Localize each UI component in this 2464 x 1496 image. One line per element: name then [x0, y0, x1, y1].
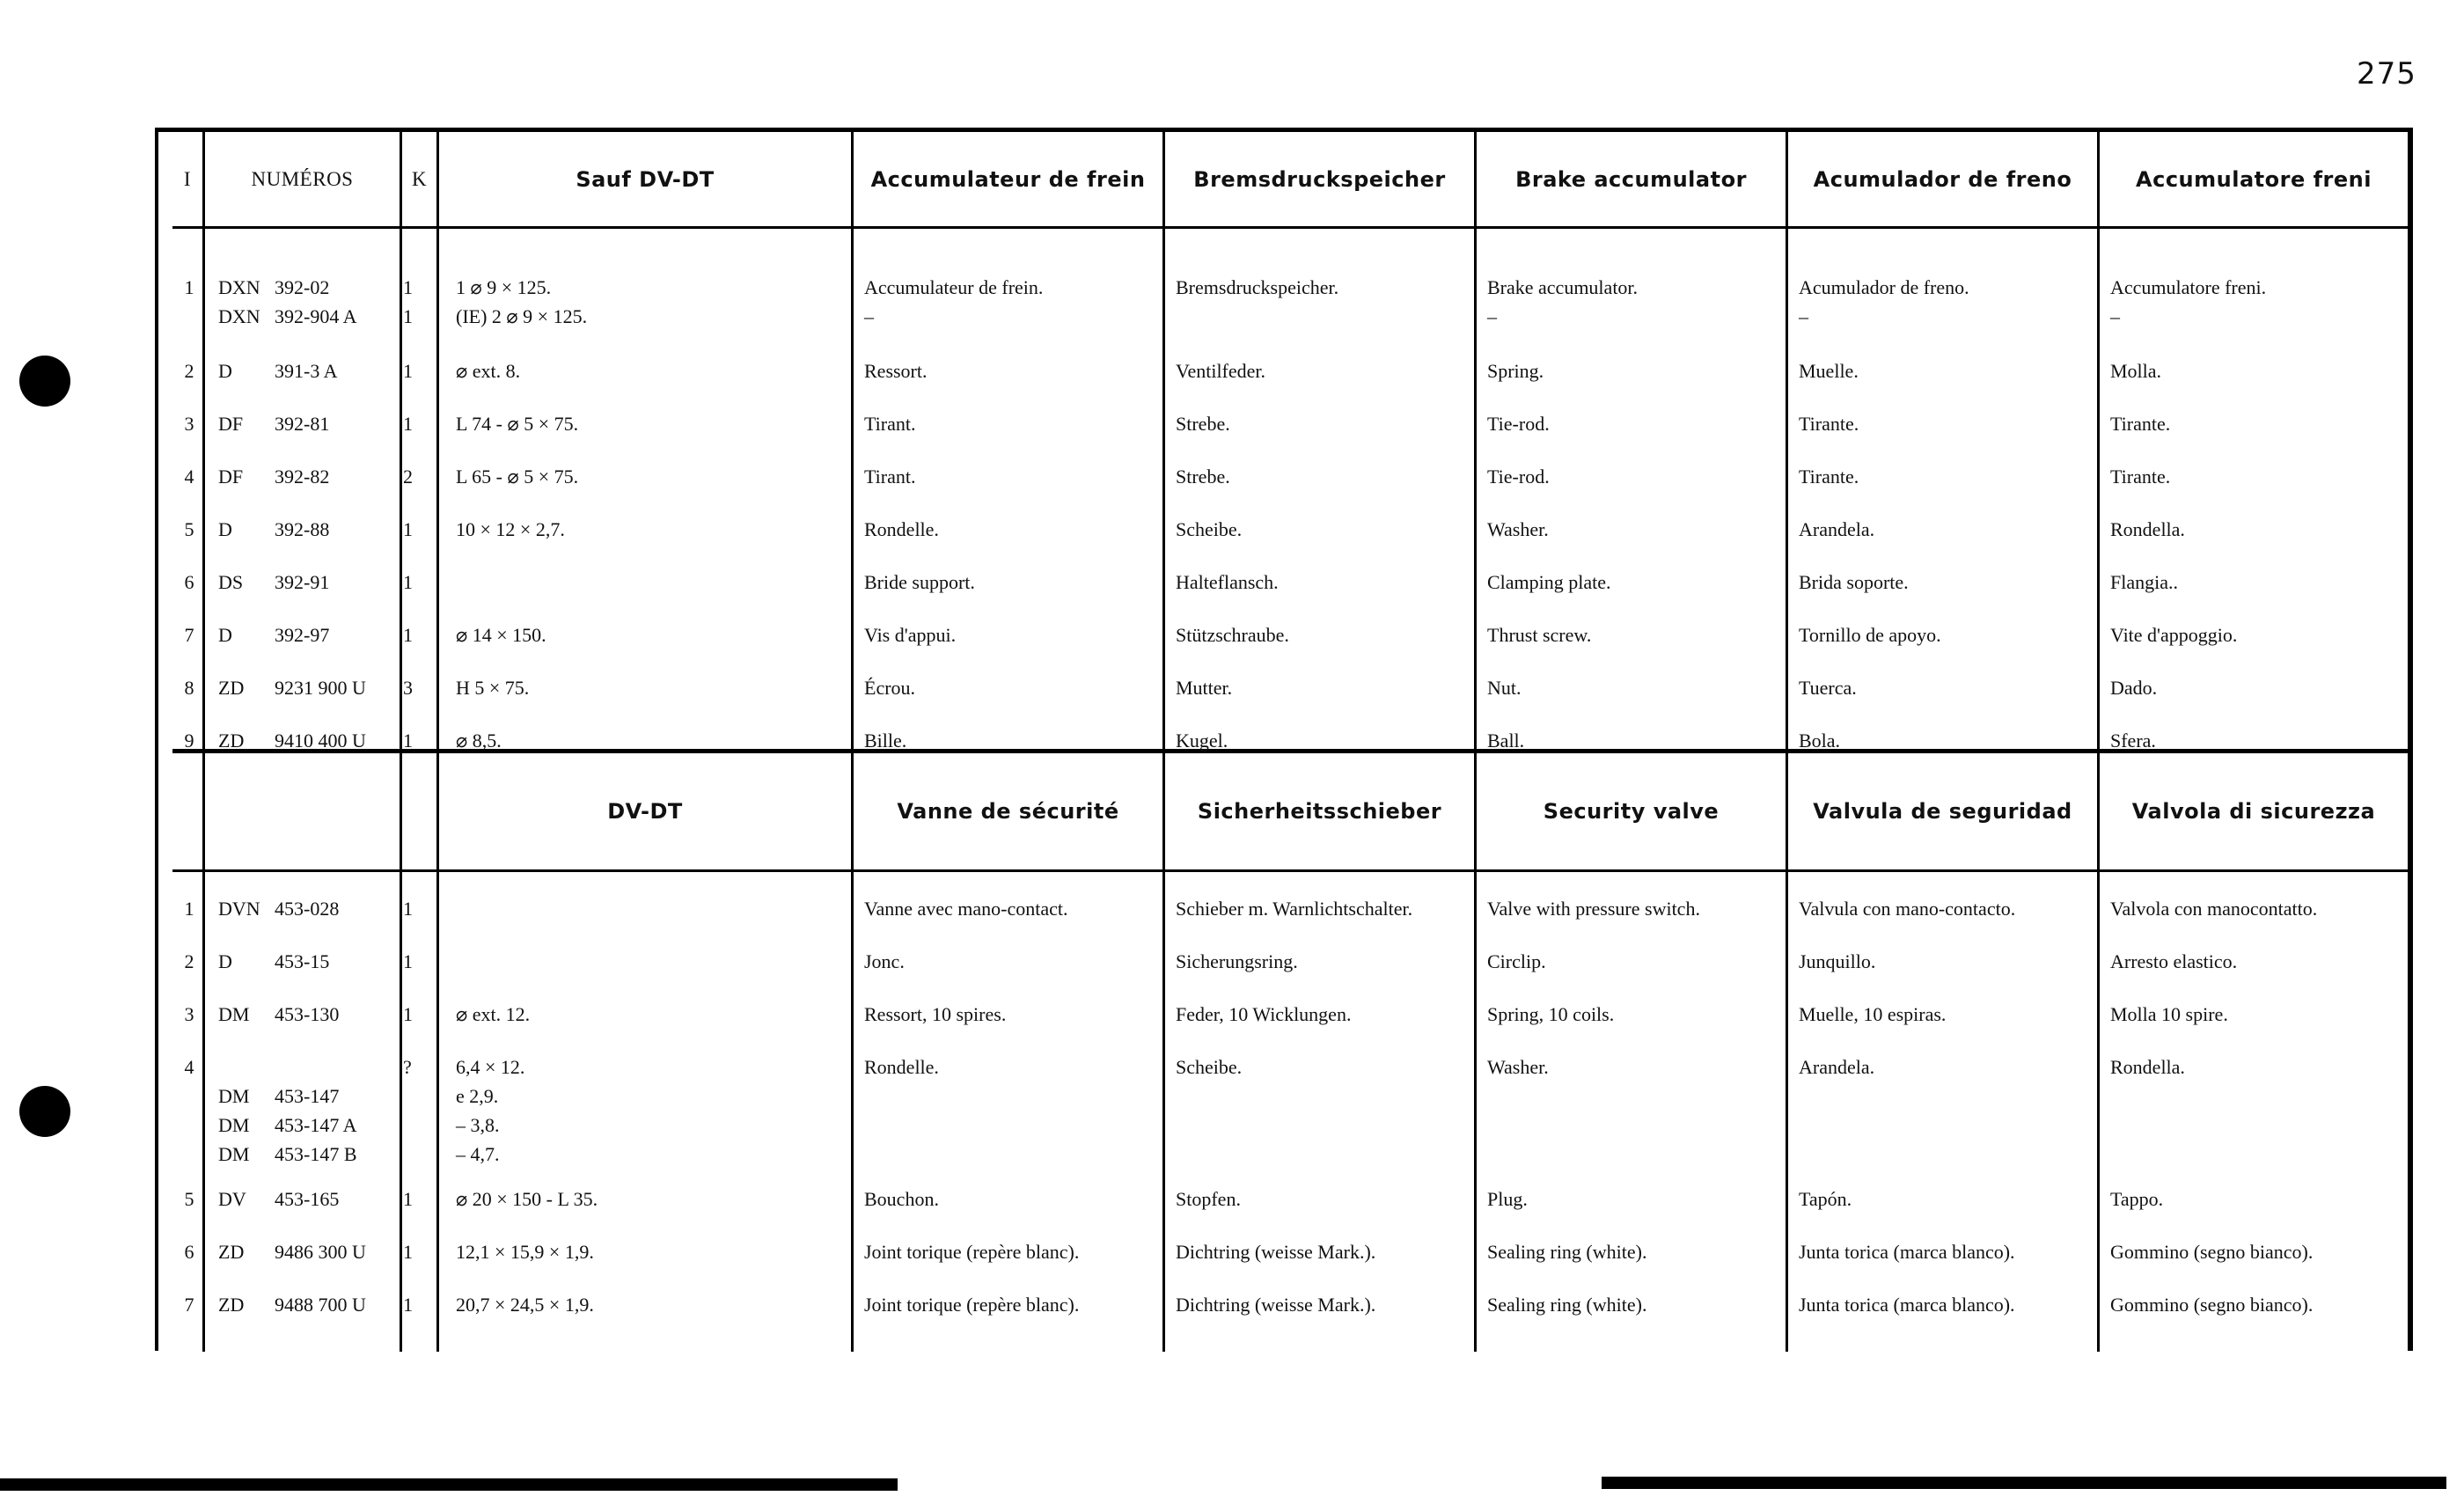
header-numeros: NUMÉROS [251, 167, 354, 190]
quantity: 1 [403, 305, 413, 327]
part-number [218, 1052, 275, 1082]
specification: 12,1 × 15,9 × 1,9. [456, 1241, 594, 1263]
quantity: 1 [403, 1294, 413, 1316]
table-row [172, 620, 2408, 649]
description-english: Brake accumulator. [1487, 276, 1639, 298]
description-english: Spring. [1487, 360, 1544, 382]
part-prefix: DXN [218, 305, 260, 327]
description-english: Nut. [1487, 677, 1522, 699]
part-code: 453-147 [275, 1085, 340, 1107]
part-code: 453-130 [275, 1003, 340, 1025]
part-code: 392-88 [275, 518, 330, 540]
description-german: Dichtring (weisse Mark.). [1176, 1294, 1376, 1316]
part-code: 392-82 [275, 466, 330, 488]
specification: ⌀ ext. 12. [456, 1003, 531, 1025]
part-prefix: DXN [218, 276, 260, 298]
part-prefix: ZD [218, 677, 245, 699]
part-code: 453-028 [275, 898, 340, 920]
row-index: 5 [184, 518, 194, 540]
specification: 20,7 × 24,5 × 1,9. [456, 1294, 594, 1316]
description-english: Tie-rod. [1487, 413, 1550, 435]
description-spanish: Muelle, 10 espiras. [1799, 1003, 1947, 1025]
header-k: K [411, 167, 428, 190]
description-italian: – [2110, 305, 2120, 327]
part-prefix: D [218, 360, 232, 382]
description-english: Ball. [1487, 730, 1525, 752]
quantity: 1 [403, 413, 413, 435]
part-code: 9410 400 U [275, 730, 366, 752]
part-code: 9488 700 U [275, 1294, 366, 1316]
header-italian: Accumulatore freni [2136, 166, 2372, 192]
description-english: Plug. [1487, 1188, 1528, 1210]
part-prefix: DS [218, 571, 244, 593]
row-index: 6 [184, 571, 194, 593]
quantity: 1 [403, 518, 413, 540]
specification: 6,4 × 12. [456, 1056, 525, 1078]
quantity: 3 [403, 677, 413, 699]
part-prefix: D [218, 624, 232, 646]
part-prefix: ZD [218, 1241, 245, 1263]
part-code: 453-147 B [275, 1143, 357, 1165]
part-number [218, 515, 329, 544]
quantity: 2 [403, 466, 413, 488]
quantity: 1 [403, 624, 413, 646]
header-english: Brake accumulator [1515, 166, 1747, 192]
description-german: Scheibe. [1176, 1056, 1243, 1078]
description-german: Feder, 10 Wicklungen. [1176, 1003, 1352, 1025]
row-index: 5 [184, 1188, 194, 1210]
specification: 10 × 12 × 2,7. [456, 518, 565, 540]
description-german: Strebe. [1176, 466, 1230, 488]
description-spanish: Junta torica (marca blanco). [1799, 1294, 2015, 1316]
description-spanish: Muelle. [1799, 360, 1859, 382]
row-index: 2 [184, 360, 194, 382]
specification: ⌀ 20 × 150 - L 35. [456, 1188, 598, 1210]
description-italian: Tirante. [2110, 413, 2171, 435]
quantity: 1 [403, 1241, 413, 1263]
part-prefix: DM [218, 1085, 250, 1107]
description-french: Bride support. [864, 571, 975, 593]
description-german: Bremsdruckspeicher. [1176, 276, 1339, 298]
part-number [218, 673, 366, 702]
description-english: Tie-rod. [1487, 466, 1550, 488]
description-german: Ventilfeder. [1176, 360, 1266, 382]
description-german: Stopfen. [1176, 1188, 1241, 1210]
description-german: Halteflansch. [1176, 571, 1279, 593]
description-french: Bouchon. [864, 1188, 939, 1210]
specification: – 3,8. [456, 1114, 500, 1136]
description-english: Clamping plate. [1487, 571, 1611, 593]
header-i: I [183, 167, 192, 190]
parts-table-section-2 [172, 753, 2408, 1352]
description-italian: Flangia.. [2110, 571, 2178, 593]
part-code: 392-81 [275, 413, 330, 435]
description-german: Strebe. [1176, 413, 1230, 435]
description-spanish: Tirante. [1799, 466, 1859, 488]
description-french: – [864, 305, 874, 327]
table-row [172, 273, 2408, 331]
table-row [172, 673, 2408, 702]
part-prefix: DF [218, 466, 244, 488]
table-row [172, 1237, 2408, 1266]
table-row [172, 947, 2408, 976]
row-index: 2 [184, 950, 194, 972]
row-index: 7 [184, 1294, 194, 1316]
table-row [172, 515, 2408, 544]
header-french: Accumulateur de frein [870, 166, 1146, 192]
description-italian: Dado. [2110, 677, 2158, 699]
quantity: 1 [403, 1188, 413, 1210]
header-variant: DV-DT [607, 799, 683, 824]
part-code: 392-904 A [275, 305, 357, 327]
part-code: 453-165 [275, 1188, 340, 1210]
part-prefix: DM [218, 1114, 250, 1136]
bottom-rule-right [1602, 1477, 2446, 1489]
description-french: Tirant. [864, 466, 916, 488]
description-english: – [1487, 305, 1497, 327]
quantity: ? [403, 1056, 412, 1078]
description-italian: Gommino (segno bianco). [2110, 1294, 2314, 1316]
table-row [172, 1052, 2408, 1169]
part-number [218, 1082, 339, 1111]
punch-hole-bottom [19, 1086, 70, 1137]
description-italian: Rondella. [2110, 1056, 2185, 1078]
header-spanish: Acumulador de freno [1813, 166, 2072, 192]
part-code: 392-91 [275, 571, 330, 593]
description-spanish: Arandela. [1799, 518, 1875, 540]
header-french: Vanne de sécurité [897, 799, 1119, 824]
description-french: Rondelle. [864, 1056, 939, 1078]
row-index: 1 [184, 276, 194, 298]
quantity: 1 [403, 360, 413, 382]
row-index: 3 [184, 1003, 194, 1025]
specification: ⌀ ext. 8. [456, 360, 521, 382]
specification: L 65 - ⌀ 5 × 75. [456, 466, 579, 488]
part-number [218, 894, 339, 923]
part-number [218, 947, 329, 976]
specification: ⌀ 14 × 150. [456, 624, 546, 646]
description-french: Joint torique (repère blanc). [864, 1241, 1080, 1263]
part-number [218, 273, 329, 302]
description-french: Jonc. [864, 950, 905, 972]
part-number [218, 409, 329, 438]
header-german: Bremsdruckspeicher [1193, 166, 1446, 192]
description-french: Vis d'appui. [864, 624, 957, 646]
description-italian: Vite d'appoggio. [2110, 624, 2238, 646]
row-index: 4 [184, 1056, 194, 1078]
punch-hole-top [19, 356, 70, 407]
description-spanish: Junquillo. [1799, 950, 1876, 972]
part-number [218, 620, 329, 649]
description-italian: Tirante. [2110, 466, 2171, 488]
description-spanish: Tapón. [1799, 1188, 1852, 1210]
page-number: 275 [2357, 56, 2416, 92]
description-english: Sealing ring (white). [1487, 1241, 1647, 1263]
header-italian: Valvola di sicurezza [2131, 799, 2376, 824]
description-spanish: Brida soporte. [1799, 571, 1909, 593]
table-row [172, 1290, 2408, 1319]
specification: e 2,9. [456, 1085, 499, 1107]
quantity: 1 [403, 571, 413, 593]
row-index: 6 [184, 1241, 194, 1263]
part-prefix: DV [218, 1188, 246, 1210]
part-number [218, 356, 338, 385]
specification: – 4,7. [456, 1143, 500, 1165]
table-row [172, 894, 2408, 923]
table-row [172, 1000, 2408, 1029]
specification: 1 ⌀ 9 × 125. [456, 276, 552, 298]
description-german: Stützschraube. [1176, 624, 1289, 646]
part-prefix: DF [218, 413, 244, 435]
part-code: 392-02 [275, 276, 330, 298]
quantity: 1 [403, 276, 413, 298]
description-french: Vanne avec mano-contact. [864, 898, 1068, 920]
part-prefix: ZD [218, 730, 245, 752]
description-french: Tirant. [864, 413, 916, 435]
description-spanish: Arandela. [1799, 1056, 1875, 1078]
specification: ⌀ 8,5. [456, 730, 502, 752]
header-german: Sicherheitsschieber [1197, 799, 1442, 824]
description-spanish: Acumulador de freno. [1799, 276, 1969, 298]
part-code: 453-147 A [275, 1114, 357, 1136]
part-number [218, 726, 366, 755]
table-row [172, 356, 2408, 385]
part-prefix: ZD [218, 1294, 245, 1316]
description-german: Sicherungsring. [1176, 950, 1298, 972]
description-spanish: Tirante. [1799, 413, 1859, 435]
part-number [218, 302, 357, 331]
quantity: 1 [403, 730, 413, 752]
description-italian: Arresto elastico. [2110, 950, 2238, 972]
description-italian: Molla 10 spire. [2110, 1003, 2228, 1025]
description-spanish: Tuerca. [1799, 677, 1857, 699]
header-spanish: Valvula de seguridad [1813, 799, 2072, 824]
description-italian: Valvola con manocontatto. [2110, 898, 2318, 920]
part-code: 392-97 [275, 624, 330, 646]
table-row [172, 462, 2408, 491]
row-index: 3 [184, 413, 194, 435]
description-english: Washer. [1487, 518, 1549, 540]
quantity: 1 [403, 898, 413, 920]
description-french: Ressort. [864, 360, 928, 382]
part-number [218, 568, 329, 597]
part-prefix: DVN [218, 898, 260, 920]
description-german: Mutter. [1176, 677, 1233, 699]
description-english: Sealing ring (white). [1487, 1294, 1647, 1316]
part-prefix: DM [218, 1003, 250, 1025]
part-code: 9231 900 U [275, 677, 366, 699]
description-french: Bille. [864, 730, 907, 752]
part-code: 391-3 A [275, 360, 338, 382]
description-german: Scheibe. [1176, 518, 1243, 540]
part-number [218, 1140, 357, 1169]
description-french: Accumulateur de frein. [864, 276, 1044, 298]
row-index: 9 [184, 730, 194, 752]
table-row [172, 409, 2408, 438]
description-german: Dichtring (weisse Mark.). [1176, 1241, 1376, 1263]
description-spanish: Tornillo de apoyo. [1799, 624, 1941, 646]
quantity: 1 [403, 950, 413, 972]
description-german: Schieber m. Warnlichtschalter. [1176, 898, 1413, 920]
description-spanish: Bola. [1799, 730, 1841, 752]
bottom-rule-left [0, 1478, 898, 1491]
table-row [172, 568, 2408, 597]
description-french: Joint torique (repère blanc). [864, 1294, 1080, 1316]
description-italian: Sfera. [2110, 730, 2156, 752]
row-index: 4 [184, 466, 194, 488]
row-index: 1 [184, 898, 194, 920]
quantity: 1 [403, 1003, 413, 1025]
description-french: Écrou. [864, 677, 916, 699]
description-italian: Rondella. [2110, 518, 2185, 540]
description-french: Rondelle. [864, 518, 939, 540]
part-number [218, 1237, 366, 1266]
specification: H 5 × 75. [456, 677, 530, 699]
description-italian: Gommino (segno bianco). [2110, 1241, 2314, 1263]
part-number [218, 1000, 339, 1029]
description-french: Ressort, 10 spires. [864, 1003, 1007, 1025]
description-english: Valve with pressure switch. [1487, 898, 1700, 920]
parts-table-section-1 [172, 132, 2408, 753]
description-english: Circlip. [1487, 950, 1546, 972]
table-row [172, 726, 2408, 755]
part-code: 9486 300 U [275, 1241, 366, 1263]
description-german: Kugel. [1176, 730, 1228, 752]
description-spanish: Valvula con mano-contacto. [1799, 898, 2016, 920]
description-italian: Accumulatore freni. [2110, 276, 2267, 298]
specification: L 74 - ⌀ 5 × 75. [456, 413, 579, 435]
part-number [218, 1184, 339, 1214]
row-index: 7 [184, 624, 194, 646]
header-variant: Sauf DV-DT [576, 166, 715, 192]
description-italian: Molla. [2110, 360, 2162, 382]
row-index: 8 [184, 677, 194, 699]
part-prefix: D [218, 518, 232, 540]
part-prefix: DM [218, 1143, 250, 1165]
header-english: Security valve [1543, 799, 1720, 824]
description-english: Thrust screw. [1487, 624, 1592, 646]
part-number [218, 1111, 357, 1140]
part-code: 453-15 [275, 950, 330, 972]
part-prefix: D [218, 950, 232, 972]
specification: (IE) 2 ⌀ 9 × 125. [456, 305, 588, 327]
description-spanish: – [1799, 305, 1808, 327]
description-english: Spring, 10 coils. [1487, 1003, 1615, 1025]
part-number [218, 1290, 366, 1319]
part-number [218, 462, 329, 491]
table-row [172, 1184, 2408, 1214]
description-spanish: Junta torica (marca blanco). [1799, 1241, 2015, 1263]
description-italian: Tappo. [2110, 1188, 2164, 1210]
description-english: Washer. [1487, 1056, 1549, 1078]
